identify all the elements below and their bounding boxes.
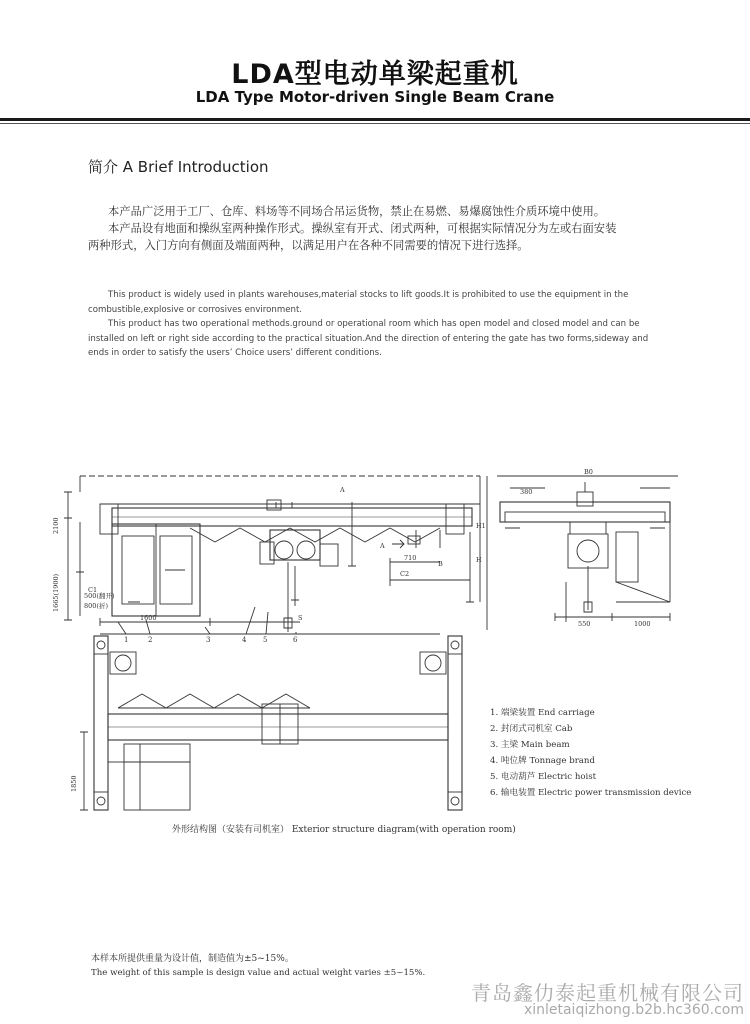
intro-cn-line-3: 两种形式，入门方向有侧面及端面两种，以满足用户在各种不同需要的情况下进行选择。 (88, 239, 529, 252)
dim-c1: C1 (88, 586, 98, 594)
dim-s: S (298, 614, 303, 622)
part-number-1: 1 (124, 636, 129, 644)
legend-item-1: 1. 端梁装置 End carriage (490, 708, 595, 718)
intro-en-line-4: installed on left or right side according to the practical situation.And the direction of entering the gate has two forms,sideway and (88, 333, 649, 344)
watermark-url: xinletaiqizhong.b2b.hc360.com (523, 1002, 744, 1018)
legend-item-5: 5. 电动葫芦 Electric hoist (490, 772, 597, 782)
dim-c2: C2 (400, 570, 410, 578)
header-rule-thin (0, 123, 750, 124)
header-rule-thick (0, 118, 750, 121)
part-number-6: 6 (293, 636, 298, 644)
intro-cn-line-1: 本产品广泛用于工厂、仓库、料场等不同场合吊运货物，禁止在易燃、易爆腐蚀性介质环境中使用。 (108, 205, 606, 218)
dim-1600-left: 1600 (140, 614, 157, 622)
part-number-3: 3 (206, 636, 211, 644)
dim-1850: 1850 (70, 775, 78, 792)
legend-item-6: 6. 输电装置 Electric power transmission device (490, 788, 692, 798)
intro-en-line-1: This product is widely used in plants warehouses,material stocks to lift goods.It is prohibited to use the equipment in the (108, 290, 629, 300)
watermark-company: 青岛鑫仂泰起重机械有限公司 (471, 981, 744, 1005)
dim-b: B (438, 560, 443, 568)
page-title-cn: LDA型电动单梁起重机 (231, 59, 519, 90)
dim-1665: 1665(1900) (52, 573, 60, 612)
intro-en-line-3: This product has two operational methods.ground or operational room which has open model and closed model and can be (108, 319, 640, 330)
dim-800: 800(折) (84, 602, 108, 610)
page-title-en: LDA Type Motor-driven Single Beam Crane (195, 88, 555, 106)
section-heading: 简介 A Brief Introduction (88, 158, 269, 176)
dim-2100: 2100 (52, 517, 60, 534)
dim-a: A (340, 486, 345, 494)
dim-1000: 1000 (634, 620, 651, 628)
part-number-5: 5 (263, 636, 268, 644)
legend-item-3: 3. 主梁 Main beam (490, 740, 570, 750)
dim-550: 550 (578, 620, 591, 628)
intro-cn-line-2: 本产品设有地面和操纵室两种操作形式。操纵室有开式、闭式两种，可根据实际情况分为左或右面安装 (108, 222, 617, 235)
intro-cn-paragraph (88, 203, 688, 254)
dim-arrow-a: A (380, 542, 385, 550)
footnote-cn: 本样本所提供重量为设计值，制造值为±5~15%。 (91, 954, 294, 964)
legend-item-4: 4. 吨位牌 Tonnage brand (490, 756, 595, 766)
footnote-en: The weight of this sample is design value and actual weight varies ±5~15%. (91, 968, 426, 978)
dim-710: 710 (404, 554, 417, 562)
dim-b0: B0 (584, 468, 593, 476)
intro-en-paragraph (88, 288, 688, 361)
diagram-caption: 外形结构图（安装有司机室） Exterior structure diagram(with operation room) (172, 825, 516, 835)
crane-drawing (0, 462, 750, 822)
dim-h: H (476, 556, 482, 564)
part-number-2: 2 (148, 636, 153, 644)
dim-500: 500(翻开) (84, 592, 115, 600)
intro-en-line-5: ends in order to satisfy the users’ Choice users’ different conditions. (88, 348, 382, 359)
dim-h1: H1 (476, 522, 486, 530)
dim-380: 380 (520, 488, 533, 496)
intro-en-line-2: combustible,explosive or corrosives environment. (88, 304, 303, 315)
part-number-4: 4 (242, 636, 247, 644)
legend-item-2: 2. 封闭式司机室 Cab (490, 724, 573, 734)
